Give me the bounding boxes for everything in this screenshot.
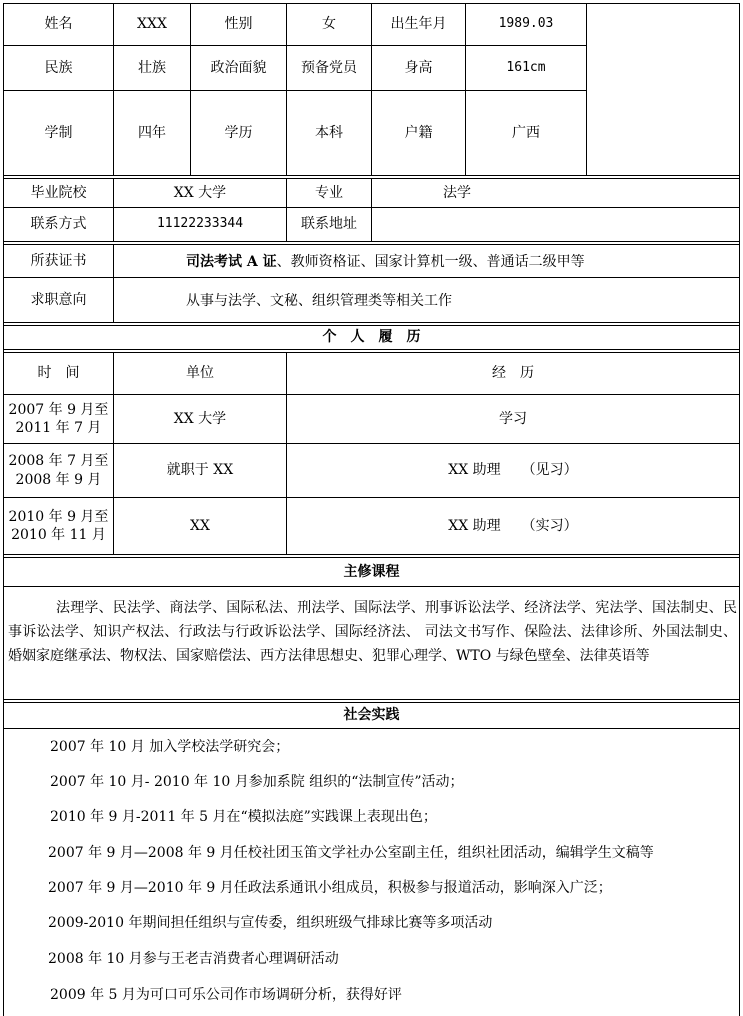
practice-item: 2009-2010 年期间担任组织与宣传委，组织班级气排球比赛等多项活动: [48, 915, 493, 931]
system-label: 学制: [44, 124, 73, 141]
certificates-rest: 、教师资格证、国家计算机一级、普通话二级甲等: [276, 254, 585, 270]
courses-text: 法理学、民法学、商法学、国际私法、刑法学、国际法学、刑事诉讼法学、经济法学、宪法学、国法制史、民事诉讼法学、知识产权法、行政法与行政诉讼法学、国际经济法、 司法文书写作、保险法、法律诊所、外国法制史、婚姻家庭继承法、物权法、国家赔偿法、西方法律思想史、犯罪心理学、WTO 与绿色壁垒、法律英语等: [8, 600, 737, 664]
time-end: 2011 年 7 月: [15, 420, 102, 436]
political-value: 预备党员: [301, 59, 357, 76]
system-value: 四年: [138, 124, 166, 141]
education-value: 本科: [315, 124, 343, 141]
name-label: 姓名: [44, 16, 73, 33]
practice-title: 社会实践: [343, 707, 400, 724]
col-exp-header: 经 历: [492, 365, 534, 382]
hukou-value: 广西: [512, 124, 540, 141]
gender-value: 女: [322, 16, 336, 33]
practice-item: 2009 年 5 月为可口可乐公司作市场调研分析，获得好评: [50, 987, 402, 1003]
time-end: 2008 年 9 月: [15, 471, 102, 488]
address-label: 联系地址: [301, 216, 357, 233]
ethnicity-value: 壮族: [138, 59, 166, 76]
practice-item: 2008 年 10 月参与王老吉消费者心理调研活动: [48, 951, 339, 967]
resume-row-unit: 就职于 XX: [166, 462, 234, 479]
height-label: 身高: [404, 59, 433, 76]
birth-value: 1989.03: [498, 16, 554, 32]
practice-item: 2007 年 10 月- 2010 年 10 月参加系院 组织的“法制宣传”活动；: [50, 774, 464, 790]
objective-label: 求职意向: [30, 291, 87, 308]
resume-row-unit: XX: [190, 517, 210, 534]
practice-item: 2007 年 9 月—2010 年 9 月任政法系通讯小组成员，积极参与报道活动，影响深入广泛；: [48, 880, 612, 896]
time-end: 2010 年 11 月: [11, 527, 106, 543]
resume-row-time: [4, 498, 113, 554]
political-label: 政治面貌: [210, 59, 267, 76]
resume-row-time: [4, 444, 113, 497]
resume-row-exp: XX 助理 （实习）: [448, 517, 578, 534]
hukou-label: 户籍: [404, 124, 433, 141]
gender-label: 性别: [224, 16, 253, 33]
col-unit-header: 单位: [186, 365, 214, 382]
objective-value: 从事与法学、文秘、组织管理类等相关工作: [186, 293, 452, 309]
education-label: 学历: [224, 124, 253, 141]
resume-row-exp: 学习: [499, 410, 527, 427]
col-time-header: 时 间: [37, 365, 80, 382]
certificates-value: [186, 245, 736, 277]
certificates-highlight: 司法考试 A 证: [186, 254, 277, 270]
certificates-label: 所获证书: [30, 252, 87, 269]
practice-item: 2010 年 9 月-2011 年 5 月在“模拟法庭”实践课上表现出色；: [50, 809, 437, 825]
resume-title: 个 人 履 历: [322, 329, 421, 346]
courses-title: 主修课程: [343, 563, 400, 580]
address-value: [372, 208, 739, 241]
time-start: 2007 年 9 月至: [8, 401, 109, 418]
birth-label: 出生年月: [390, 16, 447, 33]
school-value: XX 大学: [173, 184, 227, 201]
time-start: 2010 年 9 月至: [8, 508, 109, 525]
practice-item: 2007 年 10 月 加入学校法学研究会；: [50, 739, 290, 755]
phone-label: 联系方式: [30, 216, 87, 233]
ethnicity-label: 民族: [44, 59, 73, 76]
resume-row-exp: XX 助理 （见习）: [448, 462, 578, 479]
major-value: 法学: [443, 184, 471, 201]
resume-row-time: [4, 395, 113, 443]
phone-value: 11122233344: [156, 216, 244, 232]
major-label: 专业: [315, 184, 343, 201]
practice-item: 2007 年 9 月—2008 年 9 月任校社团玉笛文学社办公室副主任，组织社团活动，编辑学生文稿等: [48, 845, 654, 861]
resume-row-unit: XX 大学: [173, 410, 227, 427]
height-value: 161cm: [506, 59, 546, 75]
name-value: XXX: [137, 16, 167, 33]
school-label: 毕业院校: [30, 184, 87, 201]
time-start: 2008 年 7 月至: [8, 453, 109, 470]
